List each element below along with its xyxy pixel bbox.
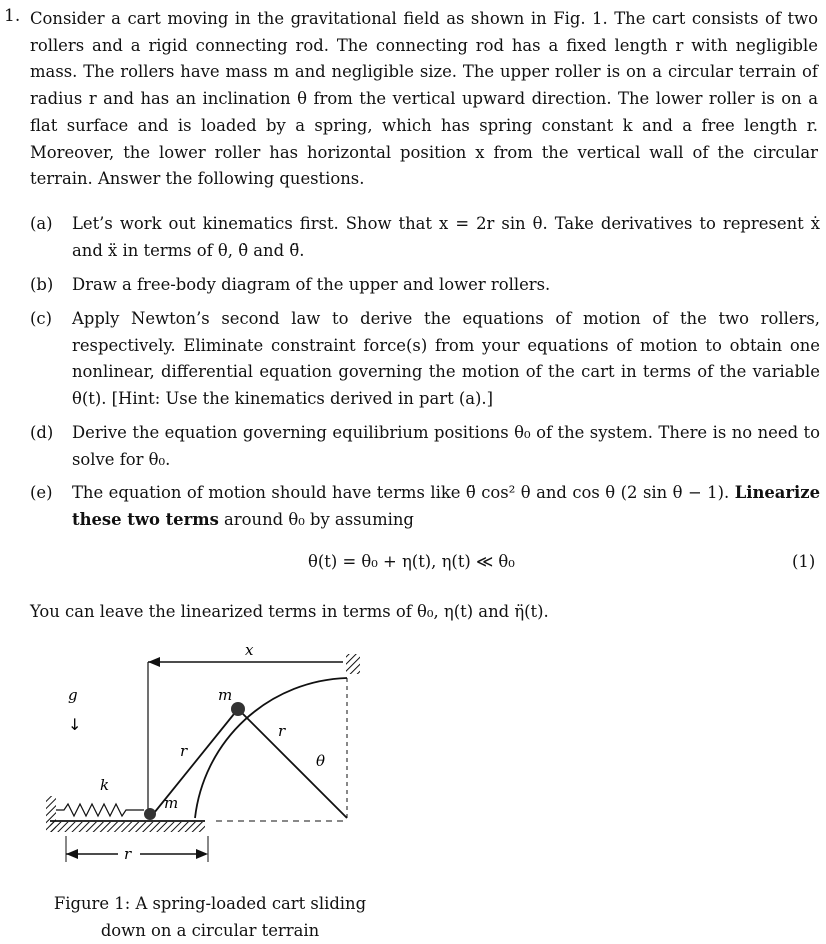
part-a-text: Let’s work out kinematics first. Show that x = 2r sin θ. Take derivatives to represent ẋ and ẍ in terms of θ, θ̇ and θ̈. — [72, 214, 820, 260]
r-rod-label: r — [180, 742, 188, 760]
part-e-text — [72, 480, 820, 533]
equation-number: (1) — [792, 552, 816, 571]
problem-number: 1. — [4, 6, 21, 26]
part-e-label: (e) — [30, 483, 53, 502]
part-c-label: (c) — [30, 309, 52, 328]
part-b-text: Draw a free-body diagram of the upper and lower rollers. — [72, 275, 551, 294]
m-upper-label: m — [218, 686, 233, 704]
part-a-label: (a) — [30, 214, 53, 233]
r-terrain-label: r — [278, 722, 286, 740]
x-label: x — [245, 641, 254, 659]
ground-hatch — [50, 822, 205, 832]
x-arrowhead — [148, 657, 160, 667]
terrain-radius — [238, 709, 347, 818]
part-d-text: Derive the equation governing equilibrium positions θ₀ of the system. There is no need to solve for θ₀. — [72, 423, 820, 469]
r-bottom-label: r — [124, 845, 132, 863]
linearize-note: You can leave the linearized terms in terms of θ₀, η(t) and η̈(t). — [30, 602, 549, 621]
part-a — [30, 211, 820, 264]
part-e-plain: The equation of motion should have terms like θ̈ cos² θ and cos θ (2 sin θ − 1). — [72, 483, 730, 502]
r-dim-arrow-right — [196, 849, 208, 859]
lower-roller — [144, 808, 156, 820]
equation-1: θ(t) = θ₀ + η(t), η(t) ≪ θ₀ — [308, 552, 515, 571]
upper-roller — [231, 702, 245, 716]
part-e-bold: Linearize these two terms — [72, 483, 821, 529]
part-d — [30, 420, 820, 473]
part-c — [30, 306, 820, 412]
part-c-text: Apply Newton’s second law to derive the equations of motion of the two rollers, respectively. Eliminate constraint force(s) from your equations of motion to obtain one nonlinear, differential equation governing the motion of the cart in terms of the variable θ(t). [Hint: Use the kinematics derived in part (a).] — [72, 309, 820, 408]
theta-label: θ — [316, 752, 326, 770]
m-lower-label: m — [164, 794, 179, 812]
g-label: g — [68, 686, 78, 704]
part-e-tail: around θ₀ by assuming — [224, 509, 414, 529]
part-d-label: (d) — [30, 423, 54, 442]
gravity-arrow-icon: ↓ — [68, 715, 82, 734]
figure-caption: Figure 1: A spring-loaded cart sliding down on a circular terrain — [53, 894, 367, 940]
part-e — [30, 480, 820, 533]
r-dim-arrow-left — [66, 849, 78, 859]
k-label: k — [100, 776, 110, 794]
part-b — [30, 272, 820, 299]
problem-intro: Consider a cart moving in the gravitational field as shown in Fig. 1. The cart consists of two rollers and a rigid connecting rod. The connecting rod has a fixed length r with negligible mass. The rollers have mass m and negligible size. The upper roller is on a circular terrain of radius r and has an inclination θ from the vertical upward direction. The lower roller is on a flat surface and is loaded by a spring, which has spring constant k and a free length r. Moreover, the lower roller has horizontal position x from the vertical wall of the circular terrain. Answer the following questions. — [30, 9, 818, 189]
part-b-label: (b) — [30, 275, 54, 294]
wall-hatch — [346, 654, 360, 674]
figure-1 — [30, 640, 360, 880]
spring — [56, 804, 144, 816]
left-wall — [46, 796, 56, 832]
